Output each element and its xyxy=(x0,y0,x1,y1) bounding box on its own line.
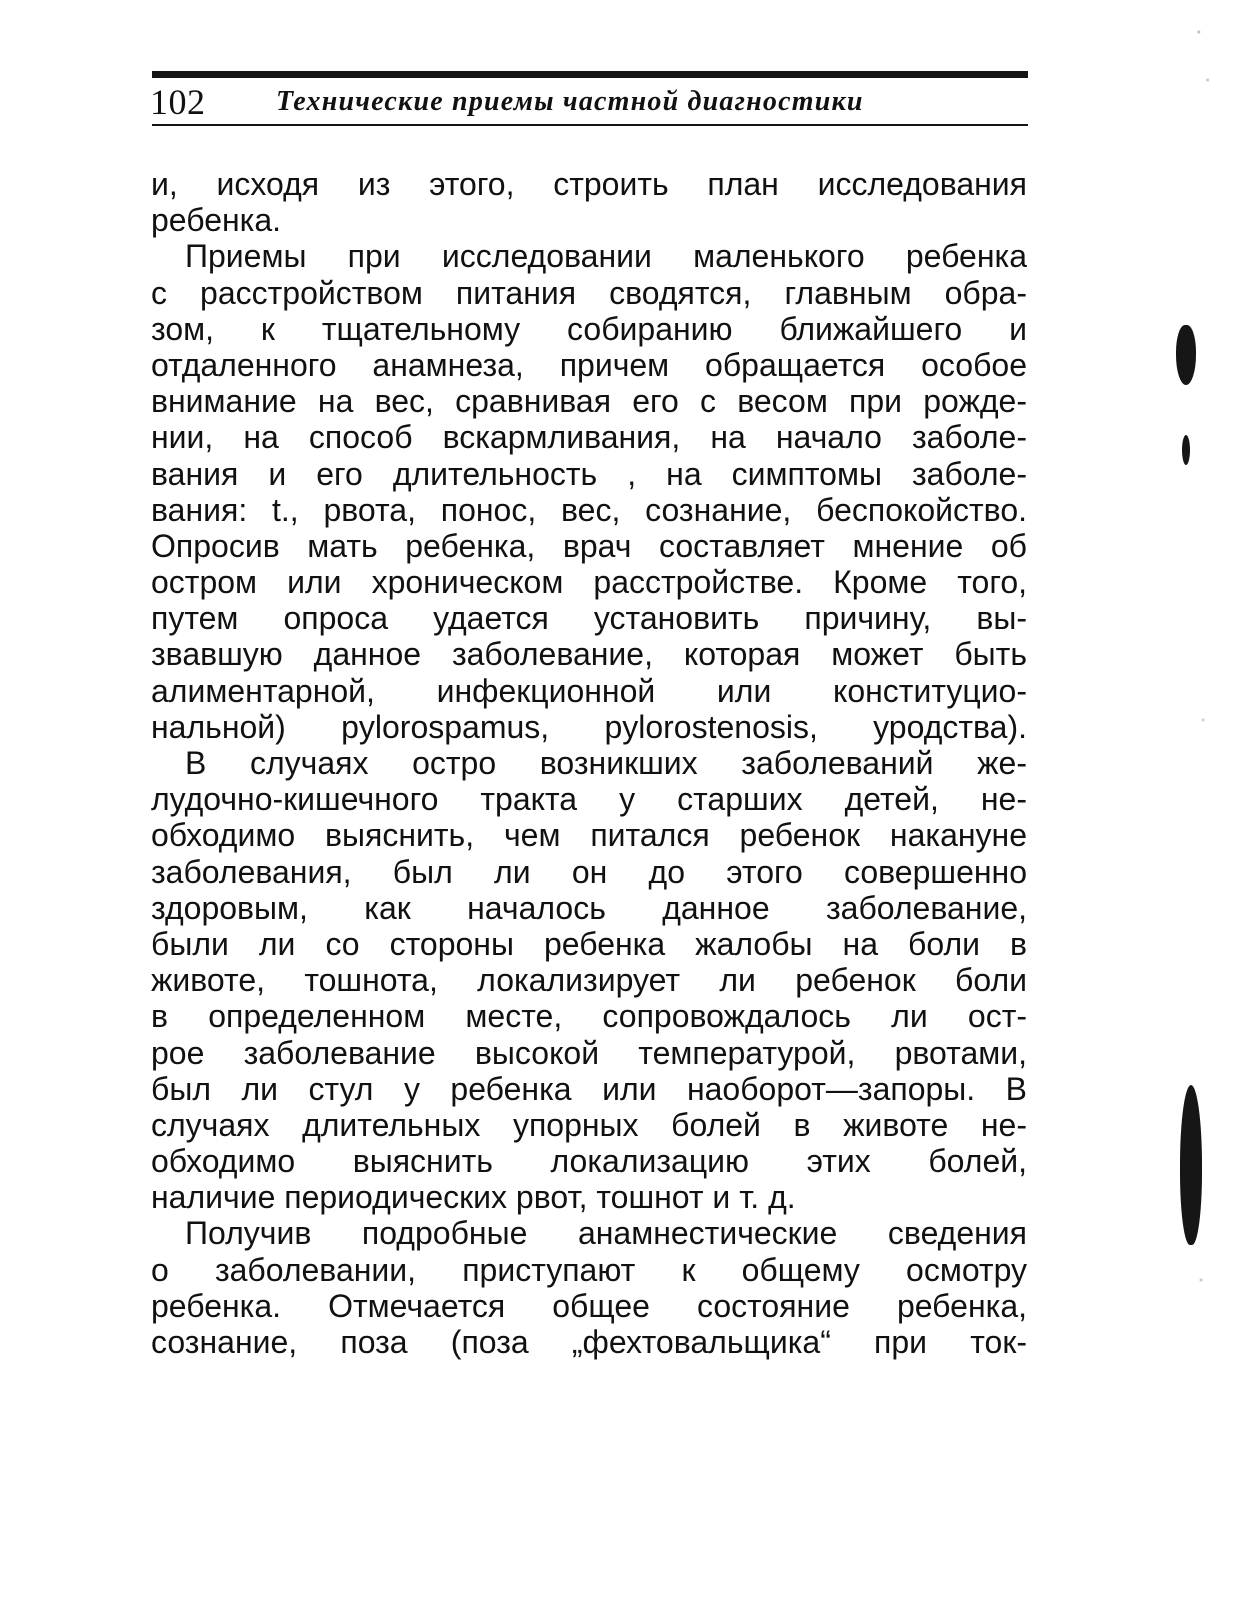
text-line: лудочно-кишечного тракта у старших детей, не- xyxy=(151,781,1027,818)
text-line: были ли со стороны ребенка жалобы на боли в xyxy=(151,925,1027,962)
text-line: Приемы при исследовании маленького ребенка xyxy=(185,238,1027,275)
text-line: остром или хроническом расстройстве. Кроме того, xyxy=(151,564,1027,601)
text-line: В случаях остро возникших заболеваний же- xyxy=(185,745,1027,781)
text-line: о заболевании, приступают к общему осмотру xyxy=(151,1251,1027,1288)
text-line: ребенка. xyxy=(151,202,282,239)
text-line: Опросив мать ребенка, врач составляет мнение об xyxy=(151,527,1027,564)
text-line: наличие периодических рвот, тошнот и т. д. xyxy=(151,1179,796,1216)
text-line: Получив подробные анамнестические сведения xyxy=(185,1215,1027,1252)
text-line: рое заболевание высокой температурой, рвотами, xyxy=(151,1034,1027,1071)
text-line: ребенка. Отмечается общее состояние ребенка, xyxy=(151,1287,1027,1324)
running-title: Технические приемы частной диагностики xyxy=(276,86,864,117)
text-line: нии, на способ вскармливания, на начало заболе- xyxy=(151,419,1027,456)
text-line: и, исходя из этого, строить план исследования xyxy=(151,166,1027,202)
header-rule-top xyxy=(152,71,1028,78)
text-line: алиментарной, инфекционной или конституцио- xyxy=(151,672,1027,709)
text-line: звавшую данное заболевание, которая может быть xyxy=(151,636,1027,673)
text-line: зом, к тщательному собиранию ближайшего и xyxy=(151,310,1027,347)
text-line: обходимо выяснить локализацию этих болей, xyxy=(151,1143,1027,1180)
text-line: путем опроса удается установить причину, вы- xyxy=(151,600,1027,637)
scan-edge-noise xyxy=(1190,0,1234,1600)
text-line: вания: t., рвота, понос, вес, сознание, беспокойство. xyxy=(151,491,1027,528)
scan-ink-blot xyxy=(1182,435,1190,465)
text-line: вания и его длительность , на симптомы заболе- xyxy=(151,455,1027,492)
text-line: обходимо выяснить, чем питался ребенок накануне xyxy=(151,817,1027,854)
body-text xyxy=(151,166,1027,1360)
text-line: в определенном месте, сопровождалось ли ост- xyxy=(151,998,1027,1035)
header-rule-bottom xyxy=(152,124,1028,126)
text-line: здоровым, как началось данное заболевание, xyxy=(151,889,1027,926)
text-line: с расстройством питания сводятся, главным обра- xyxy=(151,274,1027,311)
page-number: 102 xyxy=(150,82,206,122)
text-line: отдаленного анамнеза, причем обращается особое xyxy=(151,346,1027,383)
text-line: внимание на вес, сравнивая его с весом при рожде- xyxy=(151,383,1027,420)
text-line: был ли стул у ребенка или наоборот—запоры. В xyxy=(151,1070,1027,1107)
text-line: заболевания, был ли он до этого совершенно xyxy=(151,853,1027,890)
text-line: сознание, поза (поза „фехтовальщика“ при ток- xyxy=(151,1324,1027,1360)
text-line: животе, тошнота, локализирует ли ребенок боли xyxy=(151,962,1027,999)
text-line: случаях длительных упорных болей в животе не- xyxy=(151,1106,1027,1143)
text-line: нальной) pylorospamus, pylorostenosis, уродства). xyxy=(151,708,1027,745)
